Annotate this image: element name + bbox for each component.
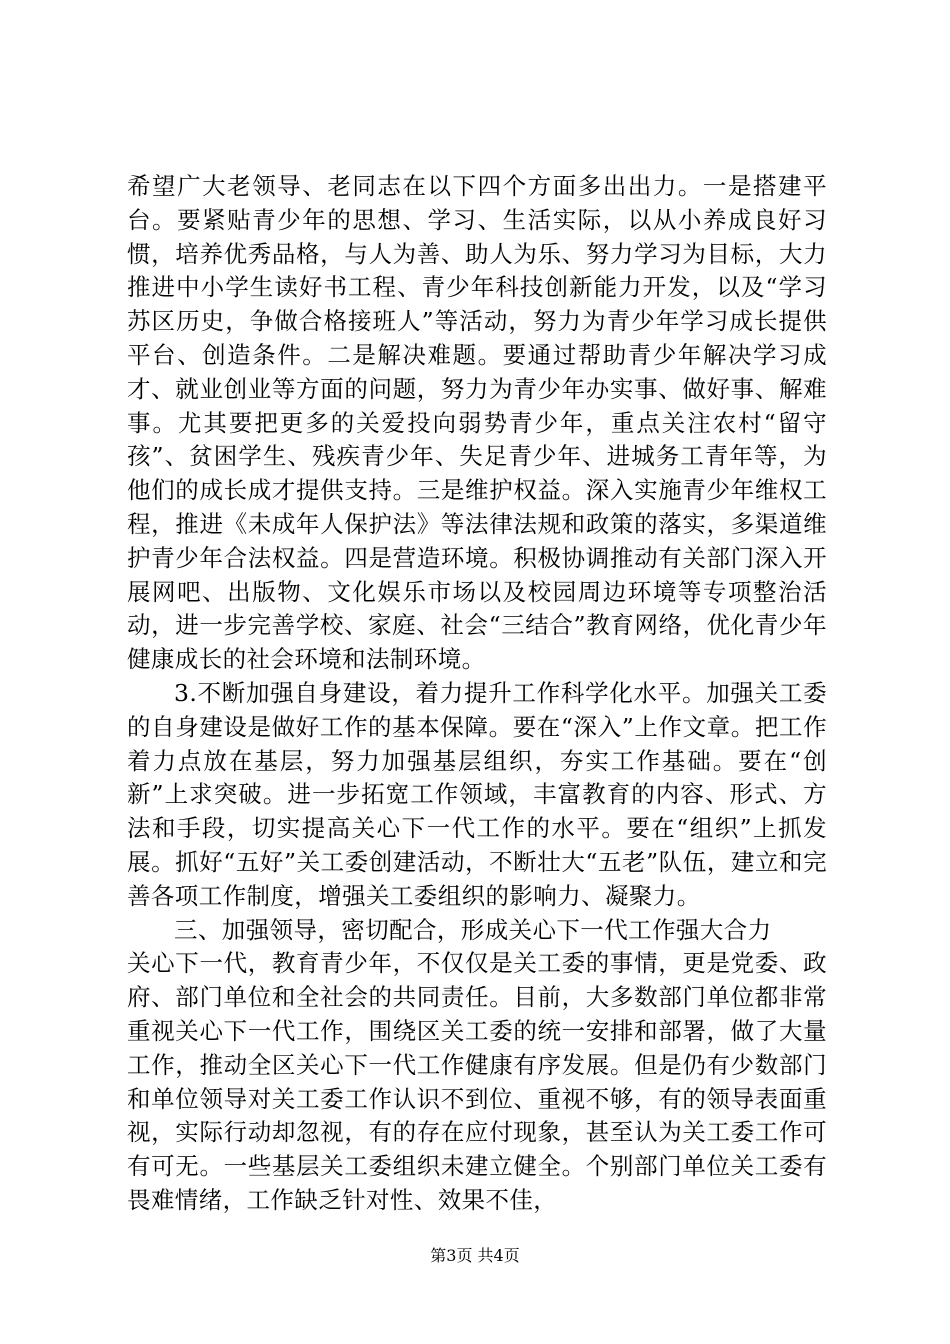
document-body bbox=[127, 170, 827, 1218]
paragraph-3: 关心下一代，教育青少年，不仅仅是关工委的事情，更是党委、政府、部门单位和全社会的共同责任。目前，大多数部门单位都非常重视关心下一代工作，围绕区关工委的统一安排和部署，做了大量工作，推动全区关心下一代工作健康有序发展。但是仍有少数部门和单位领导对关工委工作认识不到位、重视不够，有的领导表面重视，实际行动却忽视，有的存在应付现象，甚至认为关工委工作可有可无。一些基层关工委组织未建立健全。个别部门单位关工委有畏难情绪，工作缺乏针对性、效果不佳， bbox=[127, 949, 827, 1214]
paragraph-2: 3.不断加强自身建设，着力提升工作科学化水平。加强关工委的自身建设是做好工作的基本保障。要在“深入”上作文章。把工作着力点放在基层，努力加强基层组织，夯实工作基础。要在“创新”上求突破。进一步拓宽工作领域，丰富教育的内容、形式、方法和手段，切实提高关心下一代工作的水平。要在“组织”上抓发展。抓好“五好”关工委创建活动，不断壮大“五老”队伍，建立和完善各项工作制度，增强关工委组织的影响力、凝聚力。 bbox=[127, 678, 827, 910]
section-heading: 三、加强领导，密切配合，形成关心下一代工作强大合力 bbox=[174, 915, 772, 944]
paragraph-1: 希望广大老领导、老同志在以下四个方面多出出力。一是搭建平台。要紧贴青少年的思想、学习、生活实际，以从小养成良好习惯，培养优秀品格，与人为善、助人为乐、努力学习为目标，大力推进中小学生读好书工程、青少年科技创新能力开发，以及“学习苏区历史，争做合格接班人”等活动，努力为青少年学习成长提供平台、创造条件。二是解决难题。要通过帮助青少年解决学习成才、就业创业等方面的问题，努力为青少年办实事、做好事、解难事。尤其要把更多的关爱投向弱势青少年，重点关注农村“留守孩”、贫困学生、残疾青少年、失足青少年、进城务工青年等，为他们的成长成才提供支持。三是维护权益。深入实施青少年维权工程，推进《未成年人保护法》等法律法规和政策的落实，多渠道维护青少年合法权益。四是营造环境。积极协调推动有关部门深入开展网吧、出版物、文化娱乐市场以及校园周边环境等专项整治活动，进一步完善学校、家庭、社会“三结合”教育网络，优化青少年健康成长的社会环境和法制环境。 bbox=[127, 172, 827, 674]
page-footer: 第3页 共4页 bbox=[430, 1246, 520, 1265]
